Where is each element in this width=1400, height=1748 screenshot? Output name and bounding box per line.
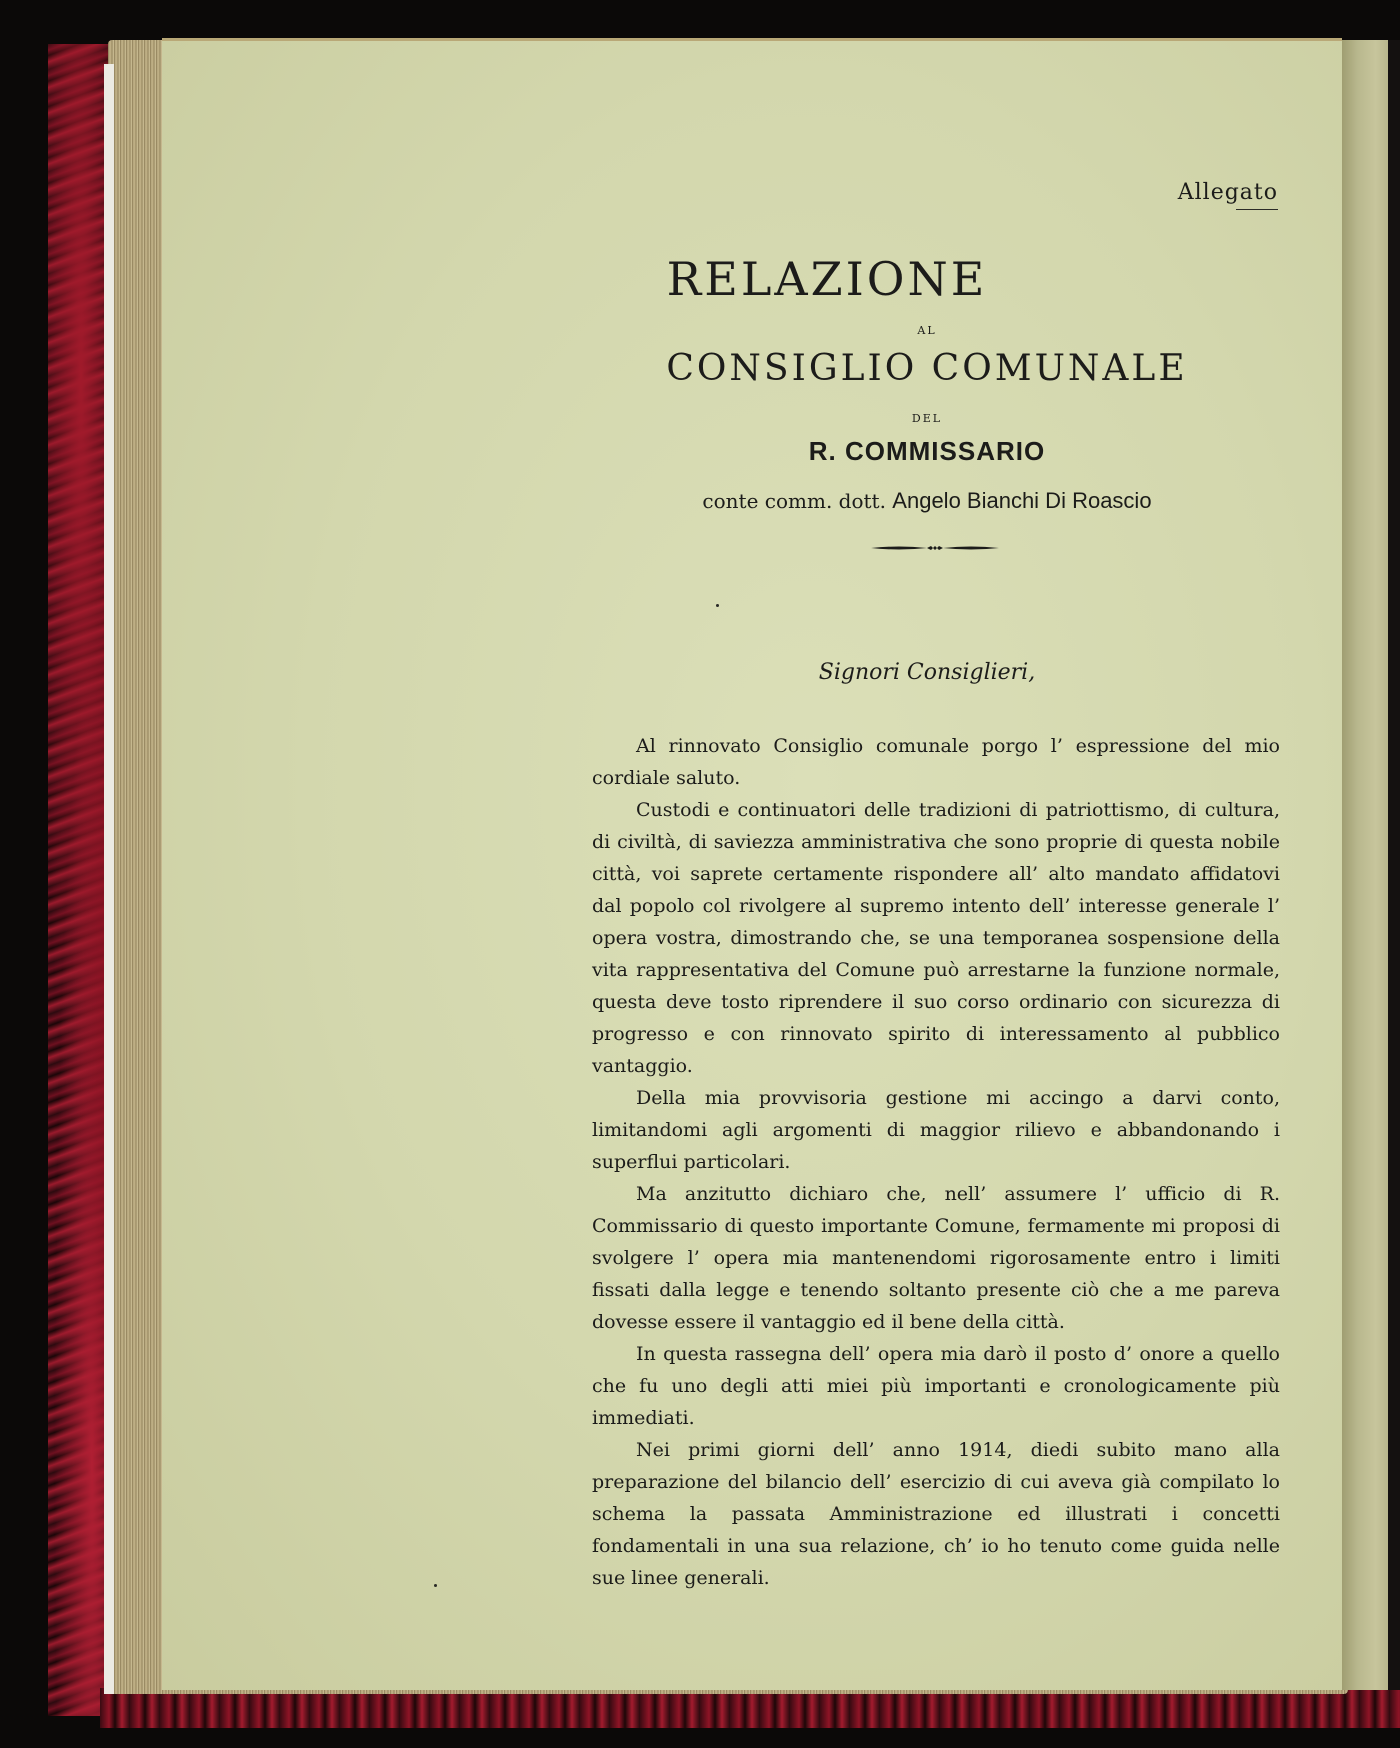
- author-name: Angelo Bianchi Di Roascio: [892, 488, 1152, 513]
- commissioner-heading: R. COMMISSARIO: [808, 436, 1046, 466]
- annex-label: Allegato: [1177, 180, 1278, 205]
- annex-rule: [1236, 209, 1278, 210]
- book-cover-bottom: [100, 1688, 1400, 1728]
- salutation: Signori Consiglieri,: [818, 660, 1036, 685]
- paragraph: In questa rassegna dell’ opera mia darò il posto d’ onore a quello che fu uno degli atti miei più importanti e cronologicamente più immediati.: [592, 1343, 1280, 1429]
- document-page: [162, 38, 1342, 1690]
- divider-ornament-icon: [869, 542, 1001, 554]
- body-text: [592, 730, 1280, 1594]
- flyleaf-edge: [104, 64, 114, 1694]
- author-line: [592, 488, 1262, 514]
- paragraph: Al rinnovato Consiglio comunale porgo l’ espressione del mio cordiale saluto.: [592, 735, 1280, 789]
- scan-right-border: [1388, 40, 1400, 1690]
- page-top-edge: [162, 38, 1342, 41]
- council-heading: CONSIGLIO COMUNALE: [666, 348, 1188, 389]
- paragraph: Ma anzitutto dichiaro che, nell’ assumere l’ ufficio di R. Commissario di questo importante Comune, fermamente mi proposi di svolgere l’ opera mia mantenendomi rigorosamente entro i limiti fissati dalla legge e tenendo soltanto presente ciò che a me pareva dovesse essere il vantaggio ed il bene della città.: [592, 1183, 1280, 1333]
- document-title: RELAZIONE: [666, 252, 988, 306]
- ink-speck: [716, 604, 719, 607]
- paragraph: Della mia provvisoria gestione mi accingo a darvi conto, limitandomi agli argomenti di maggior rilievo e abbandonando i superflui particolari.: [592, 1087, 1280, 1173]
- ink-speck: [434, 1584, 437, 1587]
- paragraph: Custodi e continuatori delle tradizioni di patriottismo, di cultura, di civiltà, di saviezza amministrativa che sono proprie di questa nobile città, voi saprete certamente rispondere all’ alto mandato affidatovi dal popolo col rivolgere al supremo intento dell’ interesse generale l’ opera vostra, dimostrando che, se una temporanea sospensione della vita rappresentativa del Comune può arrestarne la funzione normale, questa deve tosto riprendere il suo corso ordinario con sicurezza di progresso e con rinnovato spirito di interessamento al pubblico vantaggio.: [592, 799, 1280, 1077]
- title-connector-del: DEL: [911, 412, 943, 425]
- author-prefix: conte comm. dott.: [702, 489, 886, 513]
- title-connector-al: AL: [917, 324, 937, 337]
- paragraph: Nei primi giorni dell’ anno 1914, diedi subito mano alla preparazione del bilancio dell’ esercizio di cui aveva già compilato lo schema la passata Amministrazione ed illustrati i concetti fondamentali in una sua relazione, ch’ io ho tenuto come guida nelle sue linee generali.: [592, 1439, 1280, 1589]
